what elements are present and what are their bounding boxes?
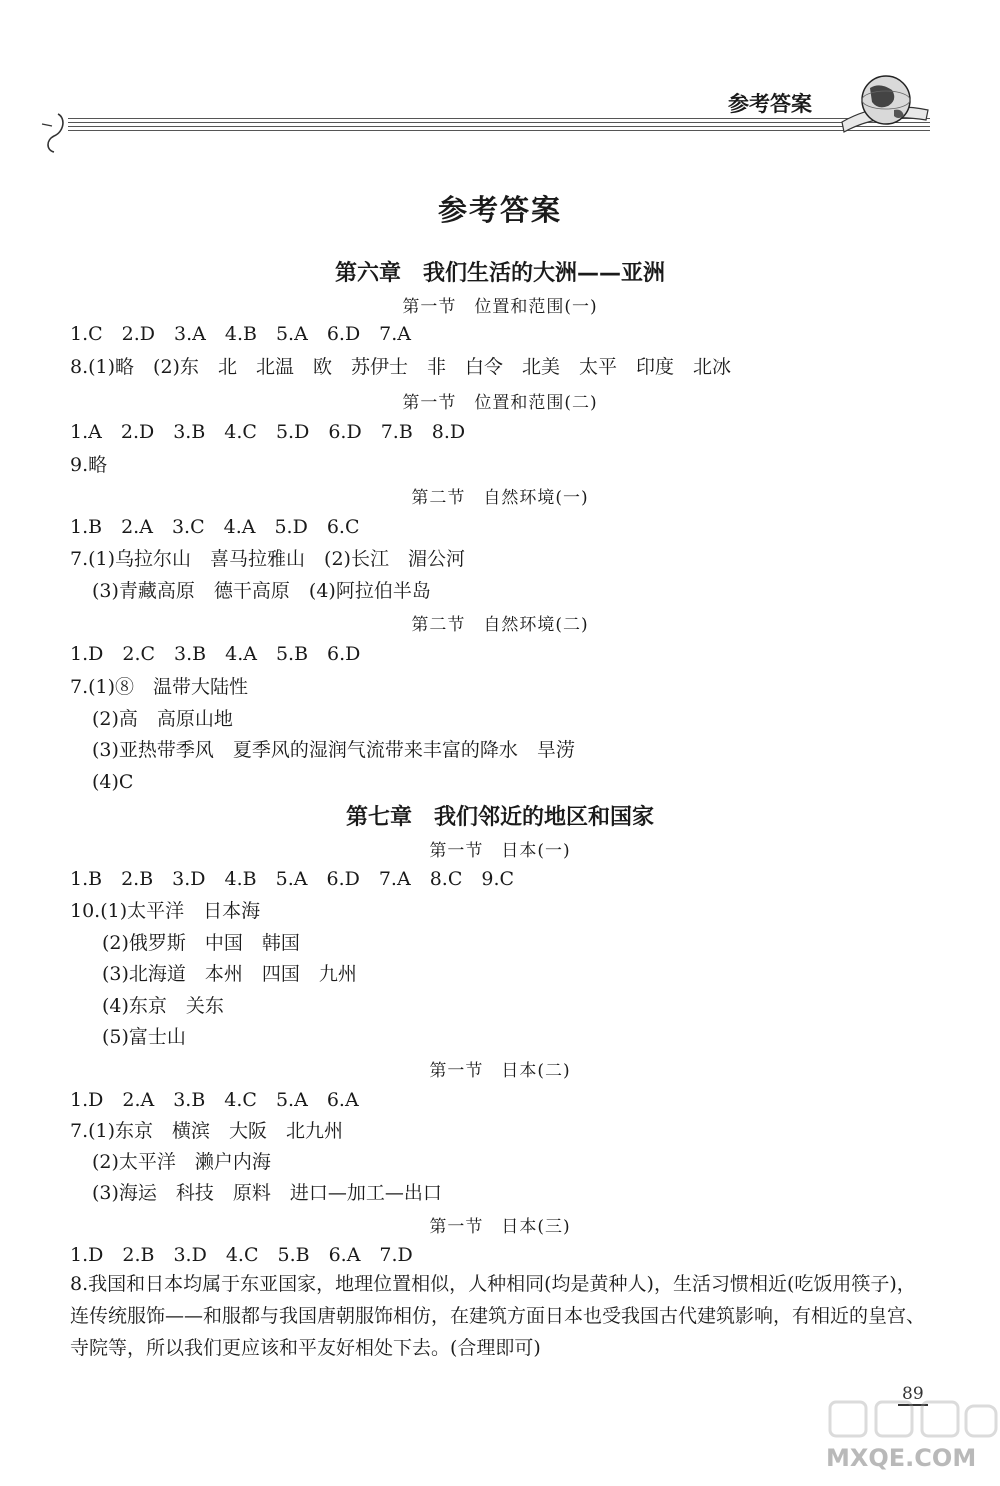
answer-line: 7.(1)⑧ 温带大陆性 xyxy=(70,676,249,698)
header-title: 参考答案 xyxy=(728,92,812,116)
answer-line: (3)海运 科技 原料 进口—加工—出口 xyxy=(92,1182,442,1204)
answer-line: (2)太平洋 濑户内海 xyxy=(92,1151,271,1173)
globe-book-icon xyxy=(840,70,930,140)
answer-line: 1.D 2.B 3.D 4.C 5.B 6.A 7.D xyxy=(70,1244,413,1266)
answer-line: (4)C xyxy=(92,771,134,793)
answer-line: (2)俄罗斯 中国 韩国 xyxy=(102,932,300,954)
watermark-text: MXQE.COM xyxy=(826,1444,977,1472)
hook-ornament-icon xyxy=(40,110,70,154)
section-title: 第一节 位置和范围(一) xyxy=(402,297,598,317)
answer-line: 1.D 2.A 3.B 4.C 5.A 6.A xyxy=(70,1089,359,1111)
section-title: 第一节 日本(二) xyxy=(429,1061,571,1081)
answer-line: 1.A 2.D 3.B 4.C 5.D 6.D 7.B 8.D xyxy=(70,421,466,443)
chapter-title: 第七章 我们邻近的地区和国家 xyxy=(345,805,654,830)
section-title: 第二节 自然环境(一) xyxy=(411,488,589,508)
answer-line: 8.(1)略 (2)东 北 北温 欧 苏伊士 非 白令 北美 太平 印度 北冰 xyxy=(70,356,731,378)
page-number: 89 xyxy=(898,1384,928,1406)
answer-line: (4)东京 关东 xyxy=(102,995,224,1017)
answer-line: 7.(1)东京 横滨 大阪 北九州 xyxy=(70,1120,344,1142)
answer-line: (2)高 高原山地 xyxy=(92,708,233,730)
answer-line: (3)亚热带季风 夏季风的湿润气流带来丰富的降水 旱涝 xyxy=(92,739,575,761)
answer-line: 1.D 2.C 3.B 4.A 5.B 6.D xyxy=(70,643,361,665)
section-title: 第一节 日本(一) xyxy=(429,841,571,861)
answer-line: 9.略 xyxy=(70,454,108,476)
section-title: 第一节 位置和范围(二) xyxy=(402,393,598,413)
answer-line: 10.(1)太平洋 日本海 xyxy=(70,900,261,922)
section-title: 第二节 自然环境(二) xyxy=(411,615,589,635)
answer-line: 1.C 2.D 3.A 4.B 5.A 6.D 7.A xyxy=(70,323,412,345)
answer-line: 1.B 2.A 3.C 4.A 5.D 6.C xyxy=(70,516,360,538)
section-title: 第一节 日本(三) xyxy=(429,1217,571,1237)
chapter-title: 第六章 我们生活的大洲——亚洲 xyxy=(334,261,665,286)
answer-line: 7.(1)乌拉尔山 喜马拉雅山 (2)长江 湄公河 xyxy=(70,548,465,570)
answer-line: 1.B 2.B 3.D 4.B 5.A 6.D 7.A 8.C 9.C xyxy=(70,868,515,890)
page-title: 参考答案 xyxy=(437,193,562,227)
answer-line: (3)北海道 本州 四国 九州 xyxy=(102,963,357,985)
header-rule xyxy=(40,118,940,132)
answer-line: (3)青藏高原 德干高原 (4)阿拉伯半岛 xyxy=(92,580,431,602)
answer-paragraph: 8.我国和日本均属于东亚国家，地理位置相似，人种相同(均是黄种人)，生活习惯相近(吃饭用筷子)，连传统服饰——和服都与我国唐朝服饰相仿，在建筑方面日本也受我国古代建筑影响，有相近的皇宫、寺院等，所以我们更应该和平友好相处下去。(合理即可) xyxy=(70,1273,926,1359)
answer-line: (5)富士山 xyxy=(102,1026,186,1048)
